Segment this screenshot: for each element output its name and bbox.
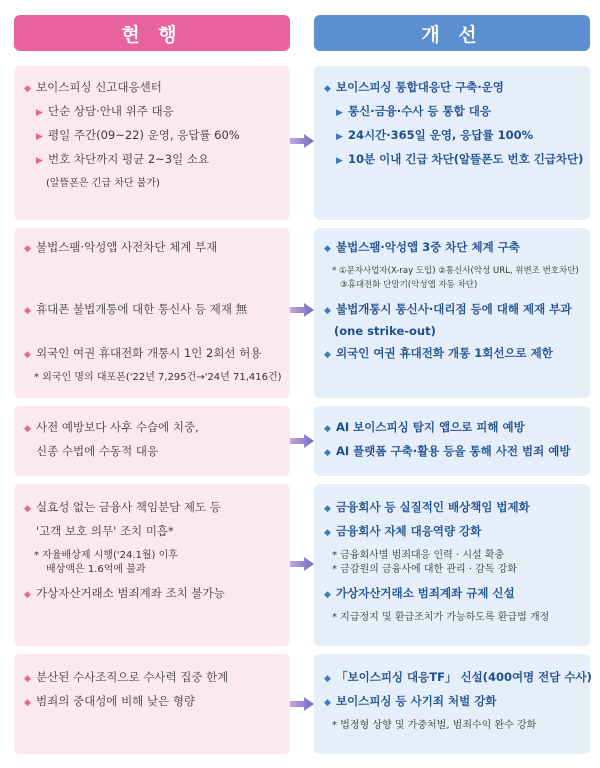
improved-item: [324, 240, 520, 257]
improved-item: [332, 264, 579, 279]
diamond-bullet-icon: ◆: [324, 590, 331, 600]
arrow-right-icon: [290, 134, 314, 148]
diamond-bullet-icon: ◆: [24, 590, 31, 600]
item-text: 보이스피싱 신고대응센터: [36, 80, 162, 94]
item-text: * 법정형 상향 및 가중처벌, 범죄수익 완수 강화: [332, 720, 537, 731]
improved-box-1: [314, 66, 590, 220]
item-text: 외국인 여권 휴대전화 개통 1회선으로 제한: [336, 346, 553, 360]
diamond-bullet-icon: ◆: [324, 448, 331, 458]
arrow-right-icon: [290, 303, 314, 317]
triangle-bullet-icon: ▶: [336, 108, 343, 118]
improved-box-5: [314, 654, 590, 754]
current-item: [24, 500, 221, 517]
item-text: 금융회사 등 실질적인 배상책임 법제화: [336, 500, 530, 514]
diamond-bullet-icon: ◆: [324, 504, 331, 514]
item-text: 통신·금융·수사 등 통합 대응: [348, 104, 491, 118]
item-text: * 외국인 명의 대포폰('22년 7,295건→'24년 71,416건): [34, 372, 282, 383]
diamond-bullet-icon: ◆: [324, 698, 331, 708]
improved-item: [324, 80, 504, 97]
improved-item: [340, 278, 477, 293]
item-text: 불법스팸·악성앱 사전차단 체계 부재: [36, 240, 218, 254]
item-text: 휴대폰 불법개통에 대한 통신사 등 제재 無: [36, 302, 248, 316]
current-box-2: [14, 228, 290, 398]
current-item: [36, 152, 209, 169]
item-text: 번호 차단까지 평균 2~3일 소요: [48, 152, 210, 166]
improved-item: [336, 152, 583, 169]
item-text: AI 플랫폼 구축·활용 등을 통해 사전 범죄 예방: [336, 444, 571, 458]
current-box-3: [14, 406, 290, 476]
item-text: 가상자산거래소 범죄계좌 규제 신설: [336, 586, 515, 600]
item-text: * 금감원의 금융사에 대한 관리 · 감독 강화: [332, 564, 517, 575]
diamond-bullet-icon: ◆: [24, 504, 31, 514]
item-text: 「보이스피싱 대응TF」 신설(400여명 전담 수사): [336, 670, 592, 684]
triangle-bullet-icon: ▶: [36, 108, 43, 118]
improved-item: [324, 444, 570, 461]
improved-item: [332, 562, 517, 577]
current-item: [24, 420, 199, 437]
current-item: [34, 370, 282, 385]
item-text: 10분 이내 긴급 차단(알뜰폰도 번호 긴급차단): [348, 152, 584, 166]
current-item: [24, 240, 217, 257]
triangle-bullet-icon: ▶: [336, 132, 343, 142]
current-item: [36, 444, 158, 459]
improved-item: [324, 524, 481, 541]
item-text: 24시간·365일 운영, 응답률 100%: [348, 128, 534, 142]
current-box-4: [14, 484, 290, 646]
item-text: 불법스팸·악성앱 3중 차단 체계 구축: [336, 240, 520, 254]
diamond-bullet-icon: ◆: [324, 528, 331, 538]
diamond-bullet-icon: ◆: [24, 306, 31, 316]
improved-item: [324, 670, 592, 687]
diamond-bullet-icon: ◆: [324, 244, 331, 254]
triangle-bullet-icon: ▶: [36, 156, 43, 166]
arrow-right-icon: [290, 697, 314, 711]
arrow-right-icon: [290, 434, 314, 448]
diamond-bullet-icon: ◆: [324, 84, 331, 94]
improved-item: [334, 324, 436, 339]
item-text: 분산된 수사조직으로 수사력 집중 한계: [36, 670, 229, 684]
item-text: 가상자산거래소 범죄계좌 조치 불가능: [36, 586, 225, 600]
current-item: [46, 562, 146, 577]
current-header: 현 행: [14, 15, 290, 51]
current-item: [34, 548, 178, 563]
triangle-bullet-icon: ▶: [36, 132, 43, 142]
improved-item: [332, 610, 549, 625]
diamond-bullet-icon: ◆: [324, 306, 331, 316]
diamond-bullet-icon: ◆: [24, 424, 31, 434]
improved-box-4: [314, 484, 590, 646]
item-text: * 금융회사별 범죄대응 인력 · 시설 확충: [332, 550, 505, 561]
item-text: ③휴대전화 단말기(악성앱 자동 차단): [340, 280, 478, 290]
item-text: 실효성 없는 금융사 책임분담 제도 등: [36, 500, 221, 514]
item-text: 범죄의 중대성에 비해 낮은 형량: [36, 694, 196, 708]
triangle-bullet-icon: ▶: [336, 156, 343, 166]
improved-box-2: [314, 228, 590, 398]
improved-item: [332, 548, 504, 563]
item-text: * 자율배상제 시행('24.1월) 이후: [34, 550, 178, 561]
item-text: 단순 상담·안내 위주 대응: [48, 104, 174, 118]
current-item: [36, 524, 174, 539]
item-text: 신종 수법에 수동적 대응: [36, 444, 159, 458]
item-text: '고객 보호 의무' 조치 미흡*: [36, 524, 174, 538]
diamond-bullet-icon: ◆: [24, 84, 31, 94]
item-text: 사전 예방보다 사후 수습에 치중,: [36, 420, 199, 434]
diamond-bullet-icon: ◆: [24, 244, 31, 254]
improved-item: [324, 586, 515, 603]
item-text: 평일 주간(09~22) 운영, 응답률 60%: [48, 128, 240, 142]
current-item: [36, 104, 174, 121]
current-item: [36, 128, 240, 145]
arrow-right-icon: [290, 557, 314, 571]
current-box-1: [14, 66, 290, 220]
diamond-bullet-icon: ◆: [324, 674, 331, 684]
current-box-5: [14, 654, 290, 754]
item-text: AI 보이스피싱 탐지 앱으로 피해 예방: [336, 420, 525, 434]
item-text: 금융회사 자체 대응역량 강화: [336, 524, 482, 538]
diamond-bullet-icon: ◆: [24, 698, 31, 708]
current-item: [24, 670, 228, 687]
improved-item: [324, 346, 553, 363]
improved-item: [336, 128, 533, 145]
item-text: * ①문자사업자(X-ray 도입) ②통신사(악성 URL, 위변조 번호차단): [332, 266, 579, 276]
current-item: [24, 80, 162, 97]
diamond-bullet-icon: ◆: [324, 350, 331, 360]
improved-item: [324, 694, 496, 711]
item-text: 보이스피싱 통합대응단 구축·운영: [336, 80, 504, 94]
improved-item: [324, 302, 571, 319]
item-text: 배상액은 1.6억에 불과: [46, 564, 146, 575]
current-item: [24, 346, 261, 363]
item-text: (one strike-out): [334, 324, 436, 338]
item-text: (알뜰폰은 긴급 차단 불가): [46, 178, 160, 189]
improved-header: 개 선: [314, 15, 590, 51]
improved-box-3: [314, 406, 590, 476]
current-item: [24, 694, 195, 711]
item-text: * 지급정지 및 환급조치가 가능하도록 환급법 개정: [332, 612, 550, 623]
improved-item: [324, 420, 525, 437]
current-item: [24, 586, 225, 603]
improved-item: [332, 718, 536, 733]
current-item: [24, 302, 247, 319]
diamond-bullet-icon: ◆: [324, 424, 331, 434]
diamond-bullet-icon: ◆: [24, 350, 31, 360]
improved-item: [324, 500, 530, 517]
improved-item: [336, 104, 491, 121]
diamond-bullet-icon: ◆: [24, 674, 31, 684]
item-text: 외국인 여권 휴대전화 개통시 1인 2회선 허용: [36, 346, 262, 360]
item-text: 보이스피싱 등 사기죄 처벌 강화: [336, 694, 497, 708]
current-item: [46, 176, 160, 191]
item-text: 불법개통시 통신사·대리점 등에 대해 제재 부과: [336, 302, 572, 316]
